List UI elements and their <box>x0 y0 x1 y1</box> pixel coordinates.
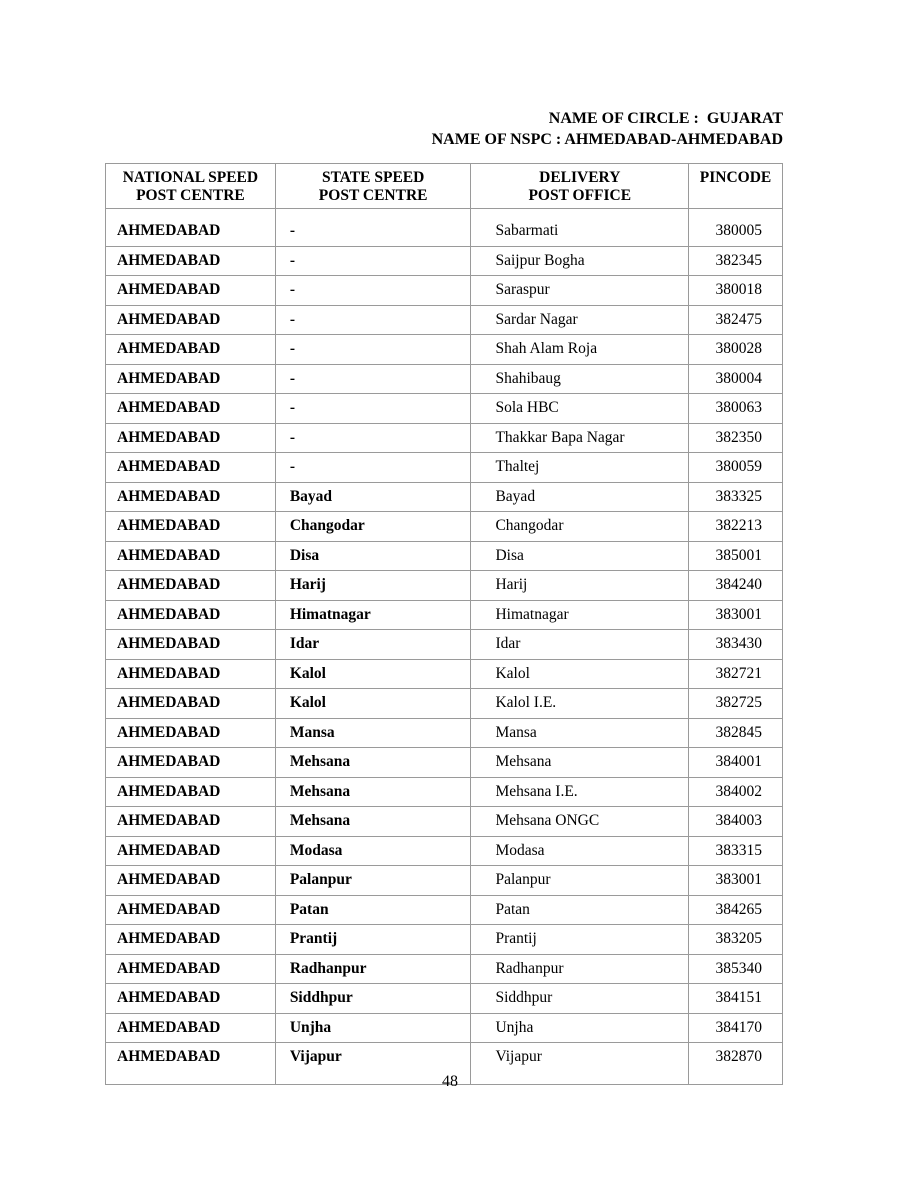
national-speed-post-centre-cell: AHMEDABAD <box>106 335 276 365</box>
national-speed-post-centre-cell: AHMEDABAD <box>106 571 276 601</box>
state-speed-post-centre-cell: Prantij <box>275 925 471 955</box>
delivery-post-office-cell: Kalol <box>471 659 689 689</box>
national-speed-post-centre-cell: AHMEDABAD <box>106 541 276 571</box>
table-row <box>106 807 783 837</box>
pincode-cell: 382213 <box>689 512 783 542</box>
delivery-post-office-cell: Palanpur <box>471 866 689 896</box>
national-speed-post-centre-cell: AHMEDABAD <box>106 925 276 955</box>
state-speed-post-centre-cell: - <box>275 453 471 483</box>
table-row <box>106 276 783 306</box>
delivery-post-office-cell: Saijpur Bogha <box>471 246 689 276</box>
national-speed-post-centre-cell: AHMEDABAD <box>106 659 276 689</box>
national-speed-post-centre-cell: AHMEDABAD <box>106 276 276 306</box>
national-speed-post-centre-cell: AHMEDABAD <box>106 984 276 1014</box>
table-row <box>106 209 783 247</box>
pincode-cell: 384170 <box>689 1013 783 1043</box>
table-row <box>106 394 783 424</box>
state-speed-post-centre-cell: - <box>275 394 471 424</box>
table-row <box>106 482 783 512</box>
national-speed-post-centre-cell: AHMEDABAD <box>106 954 276 984</box>
state-speed-post-centre-cell: Kalol <box>275 689 471 719</box>
pincode-cell: 383001 <box>689 600 783 630</box>
pincode-cell: 384240 <box>689 571 783 601</box>
delivery-post-office-cell: Idar <box>471 630 689 660</box>
pincode-cell: 382350 <box>689 423 783 453</box>
pincode-cell: 380028 <box>689 335 783 365</box>
table-row <box>106 866 783 896</box>
pincode-cell: 384002 <box>689 777 783 807</box>
state-speed-post-centre-cell: Bayad <box>275 482 471 512</box>
pincode-cell: 383001 <box>689 866 783 896</box>
national-speed-post-centre-cell: AHMEDABAD <box>106 600 276 630</box>
table-row <box>106 630 783 660</box>
pincode-cell: 383325 <box>689 482 783 512</box>
national-speed-post-centre-cell: AHMEDABAD <box>106 689 276 719</box>
delivery-post-office-cell: Patan <box>471 895 689 925</box>
national-speed-post-centre-cell: AHMEDABAD <box>106 1013 276 1043</box>
delivery-post-office-cell: Mehsana I.E. <box>471 777 689 807</box>
pincode-cell: 380059 <box>689 453 783 483</box>
national-speed-post-centre-cell: AHMEDABAD <box>106 807 276 837</box>
state-speed-post-centre-cell: Palanpur <box>275 866 471 896</box>
delivery-post-office-cell: Saraspur <box>471 276 689 306</box>
table-row <box>106 335 783 365</box>
delivery-post-office-cell: Shahibaug <box>471 364 689 394</box>
table-row <box>106 659 783 689</box>
pincode-cell: 385001 <box>689 541 783 571</box>
nspc-name: NAME OF NSPC : AHMEDABAD-AHMEDABAD <box>431 131 783 148</box>
pincode-cell: 385340 <box>689 954 783 984</box>
column-header-national-speed-post-centre: NATIONAL SPEED POST CENTRE <box>106 164 276 209</box>
pincode-cell: 384001 <box>689 748 783 778</box>
national-speed-post-centre-cell: AHMEDABAD <box>106 305 276 335</box>
national-speed-post-centre-cell: AHMEDABAD <box>106 748 276 778</box>
national-speed-post-centre-cell: AHMEDABAD <box>106 866 276 896</box>
state-speed-post-centre-cell: Idar <box>275 630 471 660</box>
delivery-post-office-cell: Siddhpur <box>471 984 689 1014</box>
delivery-post-office-cell: Disa <box>471 541 689 571</box>
national-speed-post-centre-cell: AHMEDABAD <box>106 895 276 925</box>
national-speed-post-centre-cell: AHMEDABAD <box>106 718 276 748</box>
table-row <box>106 1013 783 1043</box>
state-speed-post-centre-cell: Himatnagar <box>275 600 471 630</box>
state-speed-post-centre-cell: Mansa <box>275 718 471 748</box>
state-speed-post-centre-cell: - <box>275 305 471 335</box>
table-row <box>106 984 783 1014</box>
pincode-cell: 383205 <box>689 925 783 955</box>
pincode-cell: 382870 <box>689 1043 783 1085</box>
pincode-cell: 382845 <box>689 718 783 748</box>
column-header-state-speed-post-centre: STATE SPEED POST CENTRE <box>275 164 471 209</box>
table-row <box>106 423 783 453</box>
delivery-post-office-cell: Changodar <box>471 512 689 542</box>
pincode-cell: 382345 <box>689 246 783 276</box>
delivery-post-office-cell: Prantij <box>471 925 689 955</box>
table-row <box>106 689 783 719</box>
pincode-cell: 380004 <box>689 364 783 394</box>
table-row <box>106 895 783 925</box>
table-row <box>106 305 783 335</box>
table-row <box>106 512 783 542</box>
state-speed-post-centre-cell: Mehsana <box>275 748 471 778</box>
national-speed-post-centre-cell: AHMEDABAD <box>106 512 276 542</box>
document-header <box>432 108 783 150</box>
delivery-post-office-cell: Mehsana ONGC <box>471 807 689 837</box>
table-row <box>106 777 783 807</box>
state-speed-post-centre-cell: Modasa <box>275 836 471 866</box>
state-speed-post-centre-cell: Radhanpur <box>275 954 471 984</box>
state-speed-post-centre-cell: Harij <box>275 571 471 601</box>
column-header-pincode: PINCODE <box>689 164 783 209</box>
state-speed-post-centre-cell: Kalol <box>275 659 471 689</box>
table-row <box>106 836 783 866</box>
state-speed-post-centre-cell: - <box>275 364 471 394</box>
table-row <box>106 541 783 571</box>
national-speed-post-centre-cell: AHMEDABAD <box>106 836 276 866</box>
table-row <box>106 364 783 394</box>
pincode-cell: 382475 <box>689 305 783 335</box>
pincode-cell: 384003 <box>689 807 783 837</box>
state-speed-post-centre-cell: - <box>275 276 471 306</box>
delivery-post-office-cell: Vijapur <box>471 1043 689 1085</box>
delivery-post-office-cell: Mehsana <box>471 748 689 778</box>
national-speed-post-centre-cell: AHMEDABAD <box>106 482 276 512</box>
state-speed-post-centre-cell: Changodar <box>275 512 471 542</box>
national-speed-post-centre-cell: AHMEDABAD <box>106 364 276 394</box>
state-speed-post-centre-cell: - <box>275 335 471 365</box>
table-body <box>106 209 783 1085</box>
state-speed-post-centre-cell: Unjha <box>275 1013 471 1043</box>
national-speed-post-centre-cell: AHMEDABAD <box>106 209 276 247</box>
national-speed-post-centre-cell: AHMEDABAD <box>106 777 276 807</box>
table-header-row <box>106 164 783 209</box>
delivery-post-office-cell: Sardar Nagar <box>471 305 689 335</box>
delivery-post-office-cell: Shah Alam Roja <box>471 335 689 365</box>
state-speed-post-centre-cell: Mehsana <box>275 807 471 837</box>
state-speed-post-centre-cell: Siddhpur <box>275 984 471 1014</box>
delivery-post-office-cell: Mansa <box>471 718 689 748</box>
pincode-cell: 384151 <box>689 984 783 1014</box>
delivery-post-office-cell: Bayad <box>471 482 689 512</box>
delivery-post-office-cell: Harij <box>471 571 689 601</box>
table-row <box>106 571 783 601</box>
pincode-cell: 383315 <box>689 836 783 866</box>
delivery-post-office-cell: Thaltej <box>471 453 689 483</box>
table-row <box>106 453 783 483</box>
delivery-post-office-cell: Kalol I.E. <box>471 689 689 719</box>
table-row <box>106 246 783 276</box>
pincode-cell: 382721 <box>689 659 783 689</box>
national-speed-post-centre-cell: AHMEDABAD <box>106 394 276 424</box>
national-speed-post-centre-cell: AHMEDABAD <box>106 423 276 453</box>
delivery-post-office-cell: Thakkar Bapa Nagar <box>471 423 689 453</box>
state-speed-post-centre-cell: Patan <box>275 895 471 925</box>
circle-name: NAME OF CIRCLE : GUJARAT <box>548 110 783 127</box>
state-speed-post-centre-cell: Vijapur <box>275 1043 471 1085</box>
state-speed-post-centre-cell: Mehsana <box>275 777 471 807</box>
table-row <box>106 748 783 778</box>
column-header-delivery-post-office: DELIVERY POST OFFICE <box>471 164 689 209</box>
delivery-post-office-cell: Himatnagar <box>471 600 689 630</box>
state-speed-post-centre-cell: - <box>275 423 471 453</box>
delivery-post-office-cell: Sabarmati <box>471 209 689 247</box>
pincode-cell: 380018 <box>689 276 783 306</box>
pincode-cell: 383430 <box>689 630 783 660</box>
table-row <box>106 954 783 984</box>
national-speed-post-centre-cell: AHMEDABAD <box>106 246 276 276</box>
table-row <box>106 925 783 955</box>
national-speed-post-centre-cell: AHMEDABAD <box>106 630 276 660</box>
delivery-post-office-cell: Sola HBC <box>471 394 689 424</box>
delivery-post-office-cell: Unjha <box>471 1013 689 1043</box>
state-speed-post-centre-cell: Disa <box>275 541 471 571</box>
table-row <box>106 718 783 748</box>
state-speed-post-centre-cell: - <box>275 209 471 247</box>
pincode-cell: 382725 <box>689 689 783 719</box>
national-speed-post-centre-cell: AHMEDABAD <box>106 453 276 483</box>
delivery-post-office-cell: Radhanpur <box>471 954 689 984</box>
state-speed-post-centre-cell: - <box>275 246 471 276</box>
pincode-cell: 384265 <box>689 895 783 925</box>
delivery-post-office-cell: Modasa <box>471 836 689 866</box>
pincode-cell: 380063 <box>689 394 783 424</box>
page-number: 48 <box>442 1073 458 1090</box>
pincode-cell: 380005 <box>689 209 783 247</box>
pincode-table <box>105 163 783 1085</box>
table-row <box>106 600 783 630</box>
national-speed-post-centre-cell: AHMEDABAD <box>106 1043 276 1085</box>
